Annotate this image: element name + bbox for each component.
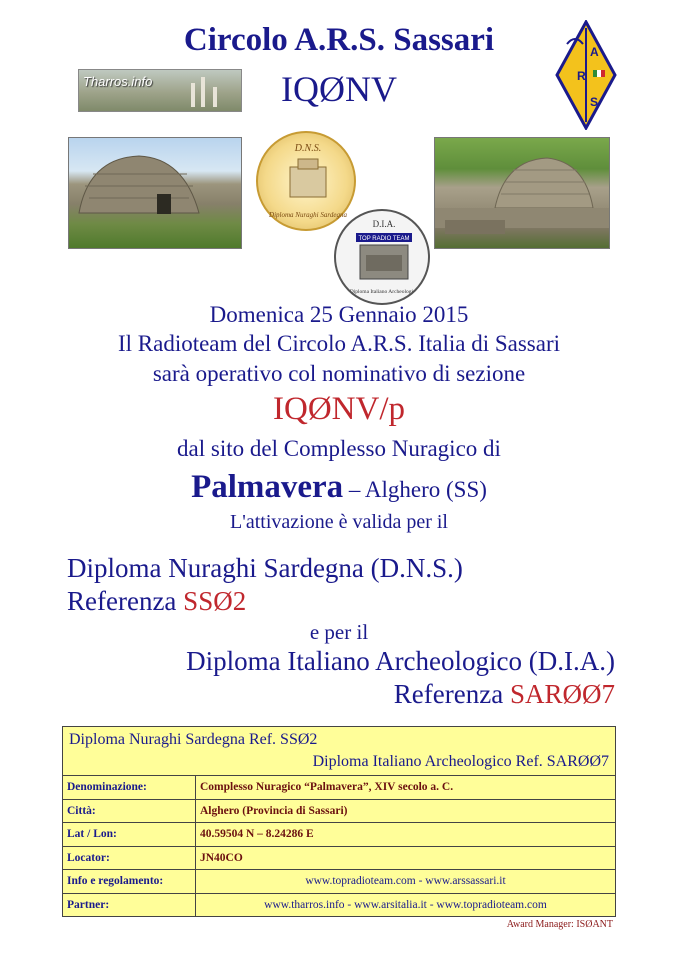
validity-line: L'attivazione è valida per il	[230, 511, 448, 533]
station-callsign: IQØNV	[281, 69, 397, 109]
and-line: e per il	[309, 620, 369, 644]
site-line: dal sito del Complesso Nuragico di	[177, 436, 501, 461]
portable-callsign: IQØNV/p	[273, 391, 405, 427]
row-label-info: Info e regolamento:	[63, 870, 196, 894]
row-value-denominazione: Complesso Nuragico “Palmavera”, XIV secolo a. C.	[196, 776, 616, 800]
table-header-dns: Diploma Nuraghi Sardegna Ref. SSØ2	[69, 731, 318, 748]
table-row	[63, 893, 616, 917]
dia-badge-ring-text: Diploma Italiano Archeologico	[349, 289, 419, 295]
row-value-locator: JN40CO	[196, 846, 616, 870]
activation-info-table	[62, 726, 616, 917]
row-value-lat-lon: 40.59504 N – 8.24286 E	[196, 823, 616, 847]
dns-diploma-name: Diploma Nuraghi Sardegna (D.N.S.)	[67, 553, 463, 583]
nuraghe-tower-illustration	[69, 138, 242, 249]
ars-letter-s: S	[590, 95, 599, 109]
table-row	[63, 846, 616, 870]
dia-badge-banner: TOP RADIO TEAM	[358, 236, 410, 242]
row-value-citta: Alghero (Provincia di Sassari)	[196, 799, 616, 823]
dns-badge-title: D.N.S.	[294, 143, 322, 154]
nuraghe-photo-left	[68, 137, 242, 249]
ars-letter-r: R	[577, 69, 586, 83]
dns-badge-ring-text: Diploma Nuraghi Sardegna	[269, 211, 347, 219]
dns-reference-code: SSØ2	[183, 586, 247, 616]
dns-reference	[67, 586, 246, 617]
dia-diploma-name: Diploma Italiano Archeologico (D.I.A.)	[186, 646, 615, 676]
ars-diamond-logo	[555, 20, 617, 130]
dia-diploma-badge	[334, 209, 430, 305]
dia-badge-title: D.I.A.	[372, 219, 396, 229]
table-row	[63, 799, 616, 823]
row-label-citta: Città:	[63, 799, 196, 823]
event-date: Domenica 25 Gennaio 2015	[209, 302, 469, 327]
table-row	[63, 776, 616, 800]
ars-letter-a: A	[590, 45, 599, 59]
row-label-denominazione: Denominazione:	[63, 776, 196, 800]
nuraghe-photo-right	[434, 137, 610, 249]
table-header-row	[63, 727, 616, 776]
dia-reference-code: SARØØ7	[509, 679, 615, 709]
award-manager: Award Manager: ISØANT	[506, 919, 613, 930]
place-line	[0, 469, 678, 506]
nuraghe-ruins-illustration	[435, 138, 610, 249]
dns-diploma-badge	[256, 131, 356, 231]
table-row	[63, 870, 616, 894]
row-label-partner: Partner:	[63, 893, 196, 917]
table-row	[63, 823, 616, 847]
team-line: Il Radioteam del Circolo A.R.S. Italia di Sassari	[117, 331, 561, 356]
dia-reference-label: Referenza	[393, 679, 510, 709]
operative-line: sarà operativo col nominativo di sezione	[152, 361, 526, 386]
row-value-partner-links[interactable]: www.tharros.info - www.arsitalia.it - www.topradioteam.com	[196, 893, 616, 917]
tharros-logo	[78, 69, 242, 112]
organization-title: Circolo A.R.S. Sassari	[183, 22, 495, 58]
place-name: Palmavera	[191, 469, 344, 505]
dns-reference-label: Referenza	[67, 586, 184, 616]
row-value-info-links[interactable]: www.topradioteam.com - www.arssassari.it	[196, 870, 616, 894]
table-header-cell	[63, 727, 616, 776]
place-location: – Alghero (SS)	[343, 477, 487, 502]
tharros-logo-text: Tharros.info	[83, 74, 153, 89]
table-header-dia: Diploma Italiano Archeologico Ref. SARØØ7	[312, 753, 609, 770]
row-label-lat-lon: Lat / Lon:	[63, 823, 196, 847]
dia-reference	[394, 679, 615, 710]
row-label-locator: Locator:	[63, 846, 196, 870]
